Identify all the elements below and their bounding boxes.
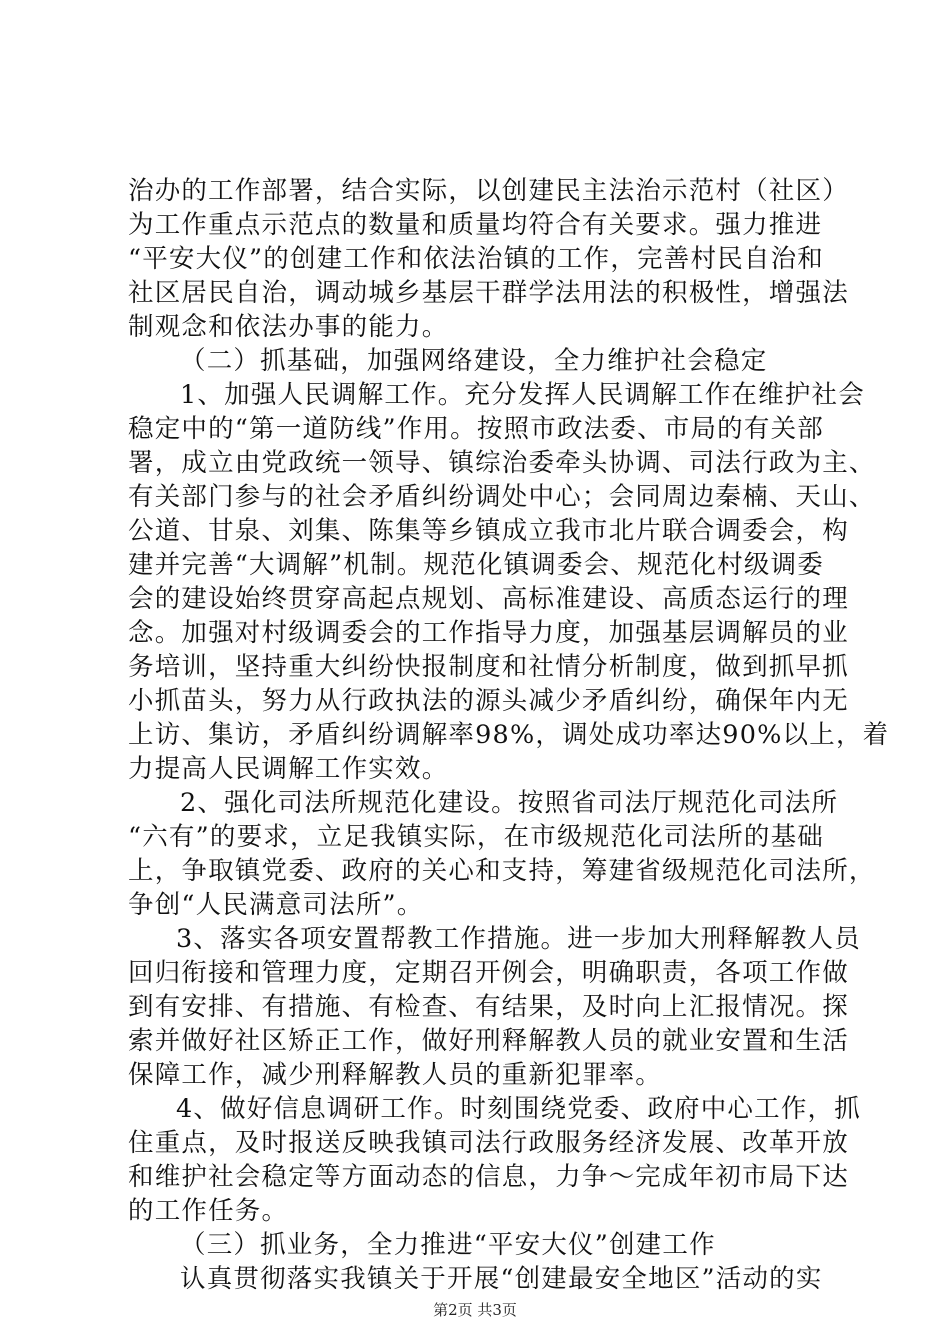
body-text-line: 念。加强对村级调委会的工作指导力度，加强基层调解员的业	[128, 618, 849, 648]
body-text-line: 2、强化司法所规范化建设。按照省司法厅规范化司法所	[180, 788, 839, 818]
body-text-line: 和维护社会稳定等方面动态的信息，力争～完成年初市局下达	[128, 1162, 849, 1192]
body-text-line: 索并做好社区矫正工作，做好刑释解教人员的就业安置和生活	[128, 1026, 849, 1056]
body-text-line: 保障工作，减少刑释解教人员的重新犯罪率。	[128, 1060, 663, 1090]
body-text-line: 认真贯彻落实我镇关于开展“创建最安全地区”活动的实	[180, 1264, 823, 1294]
body-text-line: 治办的工作部署，结合实际，以创建民主法治示范村（社区）	[128, 176, 849, 206]
body-text-line: 署，成立由党政统一领导、镇综治委牵头协调、司法行政为主、	[128, 448, 876, 478]
body-text-line: 制观念和依法办事的能力。	[128, 312, 449, 342]
body-text-line: 务培训，坚持重大纠纷快报制度和社情分析制度，做到抓早抓	[128, 652, 849, 682]
body-text-line: 建并完善“大调解”机制。规范化镇调委会、规范化村级调委	[128, 550, 824, 580]
body-text-line: 1、加强人民调解工作。充分发挥人民调解工作在维护社会	[180, 380, 865, 410]
body-text-line: 上，争取镇党委、政府的关心和支持，筹建省级规范化司法所，	[128, 856, 876, 886]
section-heading-three: （三）抓业务，全力推进“平安大仪”创建工作	[180, 1230, 716, 1260]
body-text-line: 回归衔接和管理力度，定期召开例会，明确职责，各项工作做	[128, 958, 849, 988]
body-text-line: 会的建设始终贯穿高起点规划、高标准建设、高质态运行的理	[128, 584, 849, 614]
page-number-footer: 第2页 共3页	[433, 1301, 517, 1319]
section-heading-two: （二）抓基础，加强网络建设，全力维护社会稳定	[180, 346, 768, 376]
body-text-line: 3、落实各项安置帮教工作措施。进一步加大刑释解教人员	[176, 924, 861, 954]
body-text-line: “平安大仪”的创建工作和依法治镇的工作，完善村民自治和	[128, 244, 824, 274]
body-text-line: 有关部门参与的社会矛盾纠纷调处中心；会同周边秦楠、天山、	[128, 482, 876, 512]
body-text-line: 社区居民自治，调动城乡基层干群学法用法的积极性，增强法	[128, 278, 849, 308]
body-text-line: 小抓苗头，努力从行政执法的源头减少矛盾纠纷，确保年内无	[128, 686, 849, 716]
body-text-line: 住重点，及时报送反映我镇司法行政服务经济发展、改革开放	[128, 1128, 849, 1158]
body-text-line: 力提高人民调解工作实效。	[128, 754, 449, 784]
body-text-line: 争创“人民满意司法所”。	[128, 890, 424, 920]
body-text-line: 上访、集访，矛盾纠纷调解率98%，调处成功率达90%以上，着	[128, 720, 890, 750]
body-text-line: 的工作任务。	[128, 1196, 289, 1226]
body-text-line: 到有安排、有措施、有检查、有结果，及时向上汇报情况。探	[128, 992, 849, 1022]
body-text-line: 4、做好信息调研工作。时刻围绕党委、政府中心工作，抓	[176, 1094, 861, 1124]
body-text-line: 公道、甘泉、刘集、陈集等乡镇成立我市北片联合调委会，构	[128, 516, 849, 546]
body-text-line: 稳定中的“第一道防线”作用。按照市政法委、市局的有关部	[128, 414, 824, 444]
body-text-line: “六有”的要求，立足我镇实际，在市级规范化司法所的基础	[128, 822, 824, 852]
body-text-line: 为工作重点示范点的数量和质量均符合有关要求。强力推进	[128, 210, 823, 240]
